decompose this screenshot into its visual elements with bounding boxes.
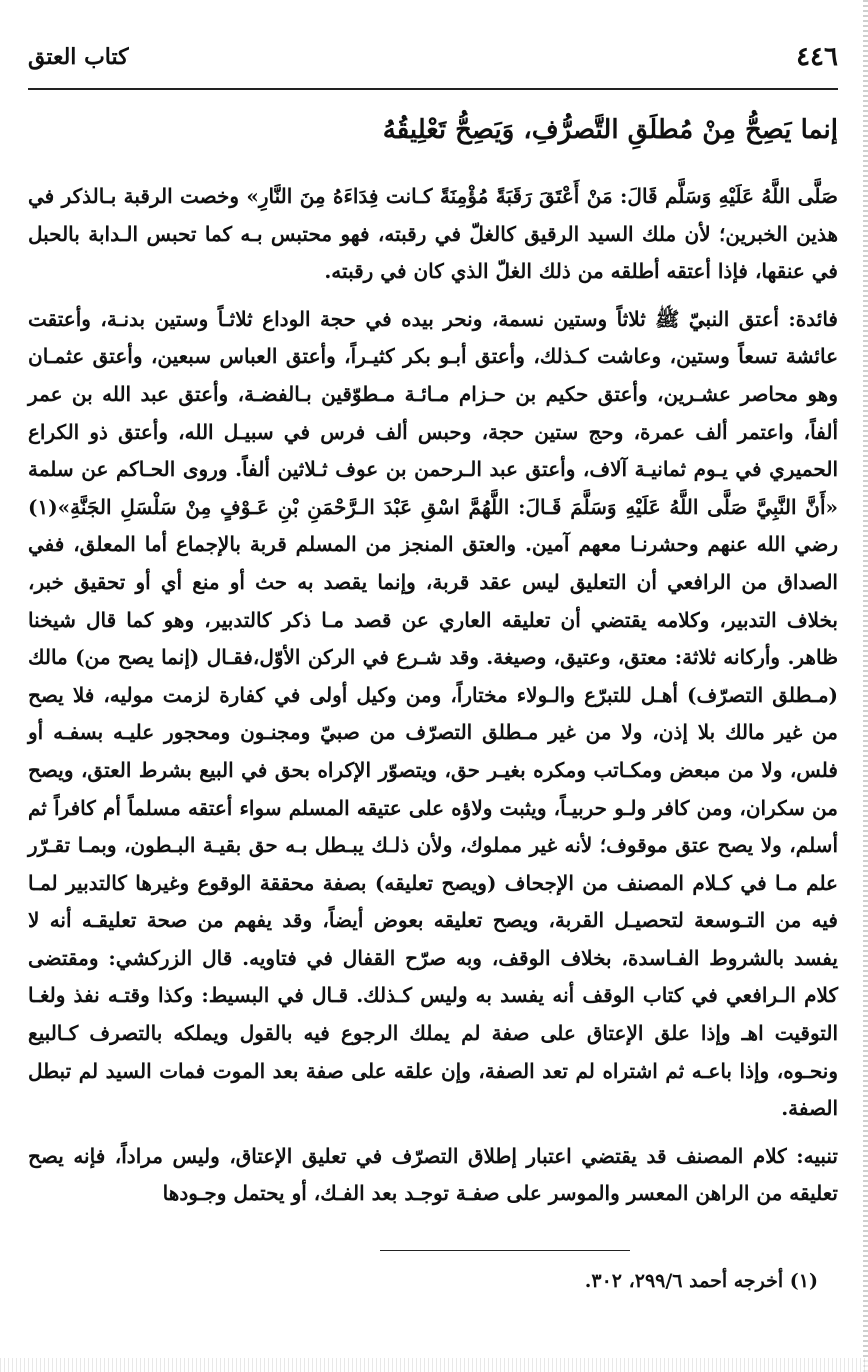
footnote-divider bbox=[380, 1250, 630, 1251]
section-heading: إنما يَصِحُّ مِنْ مُطلَقِ التَّصرُّفِ، وَيَصِحُّ تَعْلِيقُهُ bbox=[382, 115, 838, 145]
footnote: (١) أخرجه أحمد ٢٩٩/٦، ٣٠٢. bbox=[584, 1270, 818, 1292]
main-text bbox=[28, 178, 838, 1213]
page-number: ٤٤٦ bbox=[796, 42, 838, 72]
paragraph-intro: صَلَّى اللَّهُ عَلَيْهِ وَسَلَّم قَالَ: مَنْ أَعْتَقَ رَقَبَةً مُؤْمِنَةً كـانت فِدَاءَهُ مِنَ النَّارِ» وخصت الرقبة بـالذكر في هذين الخبرين؛ لأن ملك السيد الرقيق كالغلّ في رقبته، فهو محتبس بـه كما تحبس الـدابة بالحبل في عنقها، فإذا أعتقه أطلقه من ذلك الغلّ الذي كان في رقبته. bbox=[28, 184, 838, 284]
scan-bottom-artifact bbox=[0, 1358, 868, 1372]
page-header bbox=[28, 40, 838, 90]
running-title: كتاب العتق bbox=[28, 44, 129, 70]
paragraph-benefit: فائدة: أعتق النبيّ ﷺ ثلاثاً وستين نسمة، ونحر بيده في حجة الوداع ثلاثـاً وستين بدنـة، وأعتقت عائشة تسعاً وستين، وعاشت كـذلك، وأعتق أبـو بكر كثيـراً، وأعتق العباس سبعين، وأعتق عثمـان وهو محاصر عشـرين، وأعتق حكيم بن حـزام مـائـة مـطوّقين بـالفضـة، وأعتق عبد الله بن عمر ألفاً، واعتمر ألف عمرة، وحج ستين حجة، وحبس ألف فرس في سبيـل الله، وأعتق ذو الكراع الحميري في يـوم ثمانيـة آلاف، وأعتق عبد الـرحمن بن عوف ثـلاثين ألفاً. وروى الحـاكم عن سلمة «أَنَّ النَّبِيَّ صَلَّى اللَّهُ عَلَيْهِ وَسَلَّمَ قَـالَ: اللَّهُمَّ اسْقِ عَبْدَ الـرَّحْمَنِ بْنِ عَـوْفٍ مِنْ سَلْسَلِ الجَنَّةِ»(١) رضي الله عنهم وحشرنـا معهم آمين. والعتق المنجز من المسلم قربة بالإجماع أما المعلق، ففي الصداق من الرافعي أن التعليق ليس عقد قربة، وإنما يقصد به حث أو منع أي أو تحقيق خبر، بخلاف التدبير، وكلامه يقتضي أن تعليقه العاري عن قصد مـا ذكر كالتدبير، وهو كما قال شيخنا ظاهر. وأركانه ثلاثة: معتق، وعتيق، وصيغة. وقد شـرع في الركن الأوّل،فقـال (إنما يصح من) مالك (مـطلق التصرّف) أهـل للتبرّع والـولاء مختاراً، ومن وكيل أولى في كفارة لزمت موليه، فلا يصح من غير مالك بلا إذن، ولا من غير مـطلق التصرّف من صبيّ ومجنـون ومحجور عليـه بسفـه أو فلس، ولا من مبعض ومكـاتب ومكره بغيـر حق، ويتصوّر الإكراه بحق في البيع بشرط العتق، ويصح من سكران، ومن كافر ولـو حربيـاً، ويثبت ولاؤه على عتيقه المسلم سواء أعتقه مسلماً أم كافراً ثم أسلم، ولا يصح عتق موقوف؛ لأنه غير مملوك، ولأن ذلـك يبـطل بـه حق بقيـة البـطون، وبمـا تقـرّر علم مـا في كـلام المصنف من الإجحاف (ويصح تعليقه) بصفة محققة الوقوع وغيرها كالتدبير لمـا فيه من التـوسعة لتحصيـل القربة، ويصح تعليقه بعوض أيضاً، وقد يفهم من صحة تعليقـه أنه لا يفسد بالشروط الفـاسدة، بخلاف الوقف، وبه صرّح القفال في فتاويه. قال الزركشي: ومقتضى كلام الـرافعي في كتاب الوقف أنه يفسد به وليس كـذلك. قـال في البسيط: وكذا وقتـه نفذ ولغـا التوقيت اهـ وإذا علق الإعتاق على صفة لم يملك الرجوع فيه بالقول ويملكه بالتصرف كـالبيع ونحـوه، وإذا باعـه ثم اشتراه لم تعد الصفة، وإن علقه على صفة بعد الموت فمات السيد لم تبطل الصفة. bbox=[28, 306, 839, 1121]
paragraph-note: تنبيه: كلام المصنف قد يقتضي اعتبار إطلاق التصرّف في تعليق الإعتاق، وليس مراداً، فإنه يصح تعليقه من الراهن المعسر والموسر على صفـة توجـد بعد الفـك، أو يحتمل وجـودها bbox=[28, 1143, 838, 1206]
scan-edge-artifact bbox=[863, 0, 868, 1372]
